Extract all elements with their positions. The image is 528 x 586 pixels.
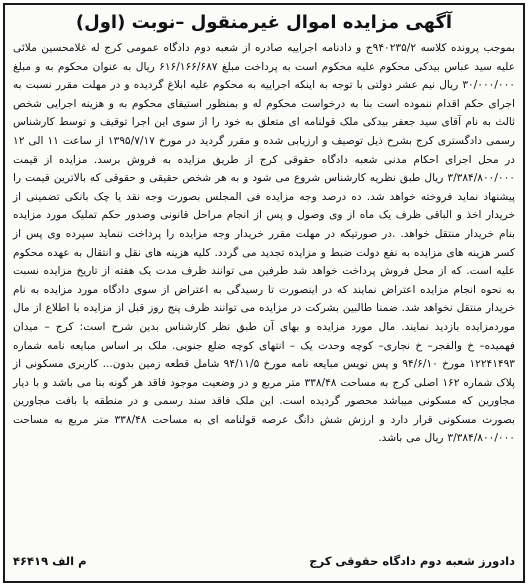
- notice-footer: [13, 551, 515, 571]
- notice-body: بموجب پرونده کلاسه ۹۴۰۲۳۵/۲ج و دادنامه اجراییه صادره از شعبه دوم دادگاه عمومی کرج له غلامحسین ملائی علیه سید عباس بیدکی محکوم علیه محکوم است به پرداخت مبلغ ۶۱۶/۱۶۶/۶۸۷ ریال به عنوان محکوم به و مبلغ ۳۰/۰۰۰/۰۰۰ ریال نیم عشر دولتی با توجه به اینکه اجراییه به محکوم علیه ابلاغ گردیده و در مهلت مقرر نسبت به اجرای حکم اقدام ننموده است بنا به درخواست محکوم له و بمنظور استیفای محکوم به و هزینه اجرایی شخص ثالث به نام آقای سید جعفر بیدکی ملک قولنامه ای متعلق به خود را از سوی این اجرا توقیف و توسط کارشناس رسمی دادگستری کرج بشرح ذیل توصیف و ارزیابی شده و مقرر گردید در مورخ ۱۳۹۵/۷/۱۷ از ساعت ۱۱ الی ۱۲ در محل اجرای احکام مدنی شعبه دادگاه حقوقی کرج از طریق مزایده به فروش برسد. مزایده از قیمت ۳/۳۸۴/۸۰۰/۰۰۰ ریال طبق نظریه کارشناس شروع می شود و به هر شخص حقیقی و حقوقی که بالاترین قیمت را پیشنهاد نماید فروخته خواهد شد. ده درصد وجه مزایده فی المجلس بصورت وجه نقد یا چک بانکی تضمینی از خریدار اخذ و الباقی ظرف یک ماه از وی وصول و پس از انجام مراحل قانونی وصدور حکم تملیک مورد مزایده بنام خریدار منتقل خواهد. .در صورتیکه در مهلت مقرر خریدار وجه مزایده را پرداخت ننماید سپرده وی پس از کسر هزینه های مزایده به نفع دولت ضبط و مزایده تجدید می گردد. کلیه هزینه های نقل و انتقال به عهده محکوم علیه است. که از محل فروش پرداخت خواهد شد طرفین می توانند ظرف مدت یک هفته از تاریخ مزایده نسبت به نحوه انجام مزایده اعتراض نمایند که در اینصورت تا رسیدگی به اعتراض از سوی دادگاه مورد مزایده به نام خریدار منتقل نخواهد شد. ضمنا طالبین بشرکت در مزایده می توانند ظرف پنج روز قبل از مزایده با اطلاع از مال موردمزایده بازدید نمایند. مال مورد مزایده و بهای آن طبق نظر کارشناس بدین شرح است: کرج – میدان فهمیده– خ والفجر– خ نجاری– کوچه وحدت یک – انتهای کوچه ضلع جنوبی. ملک بر اساس مبایعه نامه شماره ۱۲۲۴۱۴۹۳ مورخ ۹۴/۶/۱۰ و پس نویس مبایعه نامه مورخ ۹۴/۱۱/۵ شامل قطعه زمین بدون... کاربری مسکونی از پلاک شماره ۱۶۲ اصلی کرج به مساحت ۳۳۸/۴۸ متر مربع و در وضعیت موجود فاقد هر گونه بنا می باشد و با دیار مجاورین که مسکونی میباشد محصور گردیده است. این ملک فاقد سند رسمی و در منطقه با بافت مجاورین بصورت مسکونی قرار دارد و ارزش شش دانگ عرصه قولنامه ای به مساحت ۳۳۸/۴۸ متر مربع به مساحت ۳/۳۸۴/۸۰۰/۰۰۰ ریال می باشد.: [13, 42, 516, 445]
- notice-issuer: دادورز شعبه دوم دادگاه حقوقی کرج: [309, 554, 515, 568]
- notice-title: آگهی مزایده اموال غیرمنقول –نوبت (اول): [75, 12, 453, 33]
- auction-notice: [3, 3, 525, 583]
- notice-code: م الف ۴۶۴۱۹: [13, 554, 87, 568]
